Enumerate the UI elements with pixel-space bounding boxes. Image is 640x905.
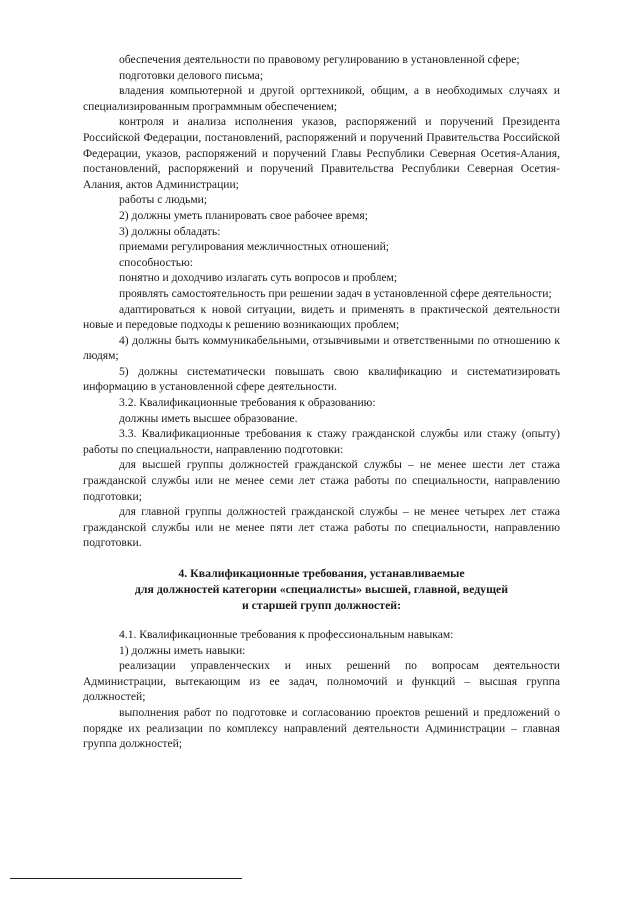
- paragraph: проявлять самостоятельность при решении задач в установленной сфере деятельности;: [119, 286, 552, 300]
- paragraph: 5) должны систематически повышать свою квалификацию и систематизировать информацию в установленной сфере деятельности.: [83, 364, 560, 394]
- paragraph: понятно и доходчиво излагать суть вопросов и проблем;: [119, 271, 398, 285]
- section-heading: [83, 565, 560, 613]
- heading-line: для должностей категории «специалисты» высшей, главной, ведущей: [134, 582, 509, 596]
- paragraph: подготовки делового письма;: [119, 68, 264, 82]
- paragraph: 3) должны обладать:: [119, 224, 221, 238]
- paragraph: 4.1. Квалификационные требования к профессиональным навыкам:: [119, 628, 454, 641]
- paragraph: владения компьютерной и другой оргтехникой, общим, а в необходимых случаях и специализированным программным обеспечением;: [83, 84, 560, 113]
- paragraph: приемами регулирования межличностных отношений;: [119, 240, 389, 254]
- paragraph: выполнения работ по подготовке и согласованию проектов решений и предложений о порядке их реализации по комплексу направлений деятельности Администрации – главная группа должностей;: [83, 705, 560, 751]
- paragraph: для высшей группы должностей гражданской службы – не менее шести лет стажа гражданской службы или не менее семи лет стажа работы по специальности, направлению подготовки;: [83, 458, 560, 503]
- paragraph: для главной группы должностей гражданской службы – не менее четырех лет стажа гражданской службы или не менее пяти лет стажа работы по специальности, направлению подготовки.: [83, 505, 560, 550]
- paragraph: 4) должны быть коммуникабельными, отзывчивыми и ответственными по отношению к людям;: [83, 333, 560, 363]
- paragraph: 3.3. Квалификационные требования к стажу гражданской службы или стажу (опыту) работы по специальности, направлению подготовки:: [83, 427, 560, 456]
- paragraph: обеспечения деятельности по правовому регулированию в установленной сфере;: [119, 53, 520, 66]
- heading-line: и старшей групп должностей:: [241, 598, 402, 612]
- paragraph: способностью:: [119, 255, 193, 269]
- paragraph: 1) должны иметь навыки:: [119, 643, 246, 657]
- footnote-divider: [10, 878, 242, 879]
- document-body: [83, 52, 560, 752]
- paragraph: 2) должны уметь планировать свое рабочее время;: [119, 208, 368, 222]
- paragraph: должны иметь высшее образование.: [119, 411, 298, 425]
- heading-line: 4. Квалификационные требования, устанавливаемые: [178, 566, 465, 580]
- paragraph: работы с людьми;: [119, 193, 208, 207]
- paragraph: реализации управленческих и иных решений по вопросам деятельности Администрации, вытекающим из ее задач, полномочий и функций – высшая группа должностей;: [83, 659, 560, 704]
- paragraph: адаптироваться к новой ситуации, видеть и применять в практической деятельности новые и передовые подходы к решению возникающих проблем;: [83, 302, 560, 332]
- paragraph: контроля и анализа исполнения указов, распоряжений и поручений Президента Российской Федерации, постановлений, распоряжений и поручений Правительства Российской Федерации, указов, распоряжений и поручений Главы Республики Северная Осетия-Алания, постановлений, распоряжений и поручений Правительства Республики Северная Осетия-Алания, актов Администрации;: [83, 115, 560, 191]
- paragraph: 3.2. Квалификационные требования к образованию:: [119, 396, 376, 410]
